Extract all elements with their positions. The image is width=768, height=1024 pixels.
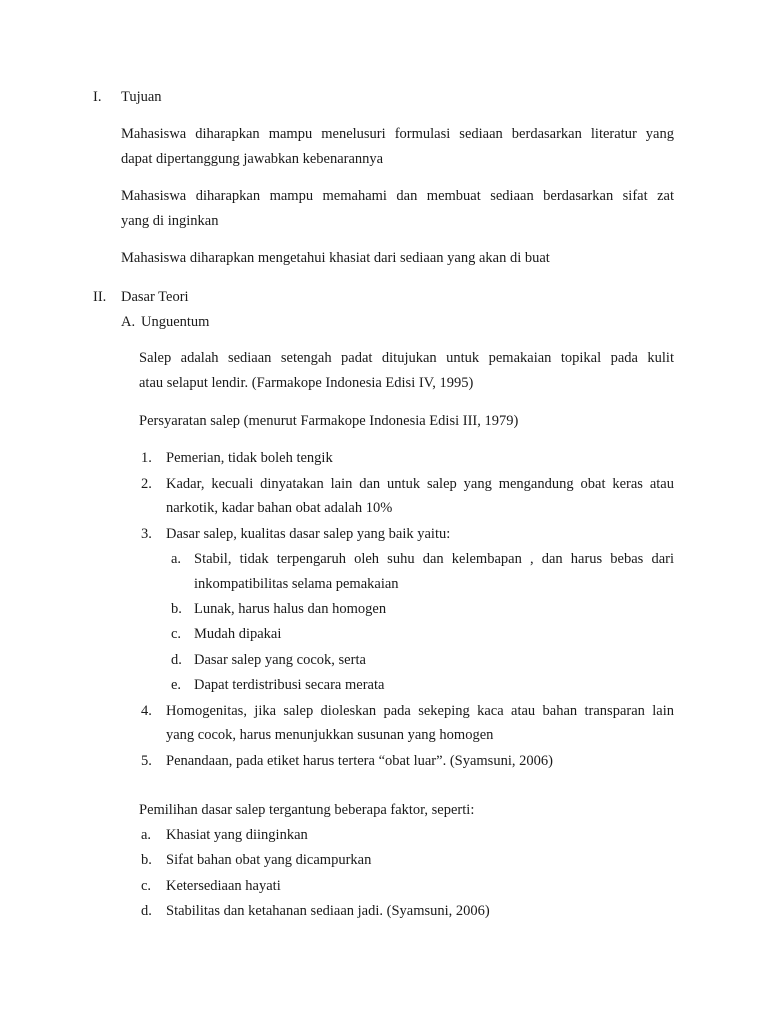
objective-line: Mahasiswa diharapkan mampu memahami dan membuat sediaan berdasarkan sifat zat xyxy=(121,188,674,204)
list-number: 4. xyxy=(141,703,152,719)
selection-item-text: Sifat bahan obat yang dicampurkan xyxy=(166,852,372,868)
objective-line: dapat dipertanggung jawabkan kebenarannya xyxy=(121,151,384,167)
list-item-text: Homogenitas, jika salep dioleskan pada sekeping kaca atau bahan transparan lain xyxy=(166,703,674,719)
list-number: 1. xyxy=(141,450,152,466)
objective-line: Mahasiswa diharapkan mampu menelusuri formulasi sediaan berdasarkan literatur yang xyxy=(121,126,674,142)
section-numeral: I. xyxy=(93,89,102,105)
sublist-item-text: Lunak, harus halus dan homogen xyxy=(194,601,387,617)
section-title: Dasar Teori xyxy=(121,289,189,305)
sublist-letter: b. xyxy=(171,601,182,617)
sublist-item-text: Mudah dipakai xyxy=(194,626,282,642)
list-number: 3. xyxy=(141,526,152,542)
selection-item-text: Stabilitas dan ketahanan sediaan jadi. (Syamsuni, 2006) xyxy=(166,903,490,919)
list-item-text: Penandaan, pada etiket harus tertera “obat luar”. (Syamsuni, 2006) xyxy=(166,753,553,769)
sublist-letter: c. xyxy=(171,626,182,642)
definition-line: atau selaput lendir. (Farmakope Indonesia Edisi IV, 1995) xyxy=(139,375,474,391)
sublist-item-text: inkompatibilitas selama pemakaian xyxy=(194,576,399,592)
list-item-text: yang cocok, harus menunjukkan susunan yang homogen xyxy=(166,727,494,743)
requirements-heading: Persyaratan salep (menurut Farmakope Indonesia Edisi III, 1979) xyxy=(139,413,519,429)
selection-letter: d. xyxy=(141,903,152,919)
sublist-letter: a. xyxy=(171,551,182,567)
list-item-text: Kadar, kecuali dinyatakan lain dan untuk salep yang mengandung obat keras atau xyxy=(166,476,674,492)
selection-item-text: Ketersediaan hayati xyxy=(166,878,281,894)
definition-line: Salep adalah sediaan setengah padat ditujukan untuk pemakaian topikal pada kulit xyxy=(139,350,674,366)
section-title: Tujuan xyxy=(121,89,162,105)
selection-letter: b. xyxy=(141,852,152,868)
selection-letter: a. xyxy=(141,827,152,843)
list-item-text: Dasar salep, kualitas dasar salep yang baik yaitu: xyxy=(166,526,451,542)
list-number: 5. xyxy=(141,753,152,769)
section-numeral: II. xyxy=(93,289,107,305)
list-item-text: narkotik, kadar bahan obat adalah 10% xyxy=(166,500,393,516)
selection-letter: c. xyxy=(141,878,152,894)
sublist-letter: d. xyxy=(171,652,182,668)
objective-line: yang di inginkan xyxy=(121,213,219,229)
selection-item-text: Khasiat yang diinginkan xyxy=(166,827,308,843)
sublist-item-text: Dasar salep yang cocok, serta xyxy=(194,652,366,668)
sublist-item-text: Dapat terdistribusi secara merata xyxy=(194,677,385,693)
objective-line: Mahasiswa diharapkan mengetahui khasiat dari sediaan yang akan di buat xyxy=(121,250,550,266)
sublist-letter: e. xyxy=(171,677,182,693)
list-item-text: Pemerian, tidak boleh tengik xyxy=(166,450,333,466)
sublist-item-text: Stabil, tidak terpengaruh oleh suhu dan kelembapan , dan harus bebas dari xyxy=(194,551,674,567)
list-number: 2. xyxy=(141,476,152,492)
selection-heading: Pemilihan dasar salep tergantung beberapa faktor, seperti: xyxy=(139,802,475,818)
subsection-title: Unguentum xyxy=(141,314,210,330)
subsection-label: A. xyxy=(121,314,136,330)
